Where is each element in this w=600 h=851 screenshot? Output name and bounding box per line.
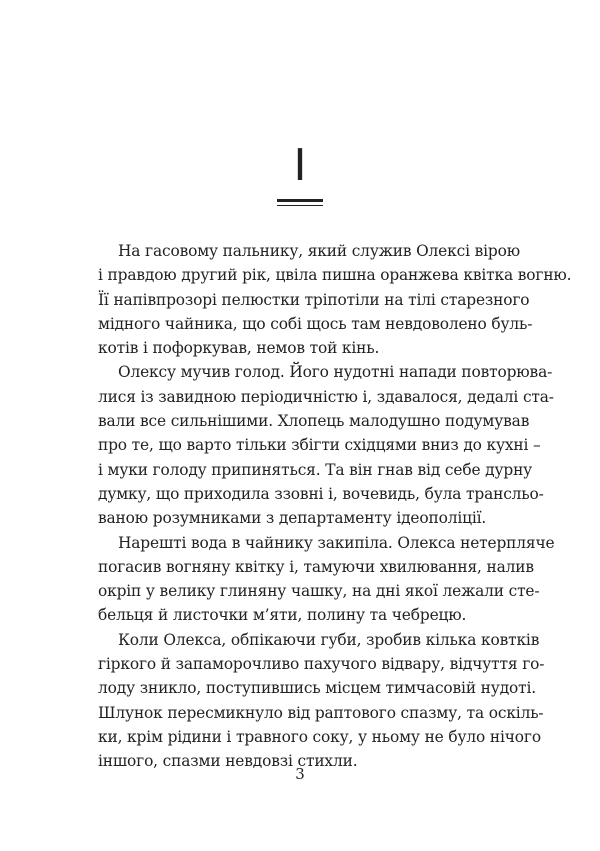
text-line: Коли Олекса, обпікаючи губи, зробив кілька ковтків [118,630,540,649]
text-line: Її напівпрозорі пелюстки тріпотіли на тілі старезного [98,290,530,309]
text-line: ки, крім рідини і травного соку, у ньому не було нічого [98,727,541,746]
text-line: ваною розумниками з департаменту ідеополіції. [98,509,487,528]
text-line: окріп у велику глиняну чашку, на дні якої лежали сте- [98,582,540,601]
text-line: лися із завидною періодичністю і, здавалося, дедалі ста- [98,387,554,406]
text-line: Шлунок пересмикнуло від раптового спазму, та оскіль- [98,703,544,722]
text-line: погасив вогняну квітку і, тамуючи хвилювання, налив [98,557,534,576]
paragraph [98,628,545,774]
text-line: котів і пофоркував, немов той кінь. [98,339,380,358]
paragraph [98,239,572,360]
text-line: На гасовому пальнику, який служив Олексі вірою [118,242,520,260]
chapter-divider-thick-line [277,199,323,202]
paragraph [98,531,555,628]
text-line: Нарешті вода в чайнику закипіла. Олекса нетерпляче [118,533,555,552]
text-line: бельця й листочки м’яти, полину та чебрецю. [98,606,467,625]
body-text [98,239,572,774]
chapter-divider-thin-line [277,205,323,206]
text-line: Олексу мучив голод. Його нудотні напади повторюва- [118,363,553,382]
text-line: вали все сильнішими. Хлопець малодушно подумував [98,412,530,431]
text-line: про те, що варто тільки збігти східцями вниз до кухні – [98,436,541,455]
text-line: іншого, спазми невдовзі стихли. [98,752,358,771]
chapter-number: I [293,140,307,191]
chapter-divider [277,199,323,207]
paragraph [98,360,554,530]
text-line: мідного чайника, що собі щось там невдоволено буль- [98,314,533,333]
text-line: лоду зникло, поступившись місцем тимчасовій нудоті. [98,679,537,698]
text-line: думку, що приходила ззовні і, вочевидь, була трансльо- [98,484,544,503]
text-line: і правдою другий рік, цвіла пишна оранжева квітка вогню. [98,266,572,285]
text-line: і муки голоду припиняться. Та він гнав від себе дурну [98,460,533,479]
page-number: 3 [295,765,305,783]
text-line: гіркого й запаморочливо пахучого відвару, відчуття го- [98,655,545,674]
